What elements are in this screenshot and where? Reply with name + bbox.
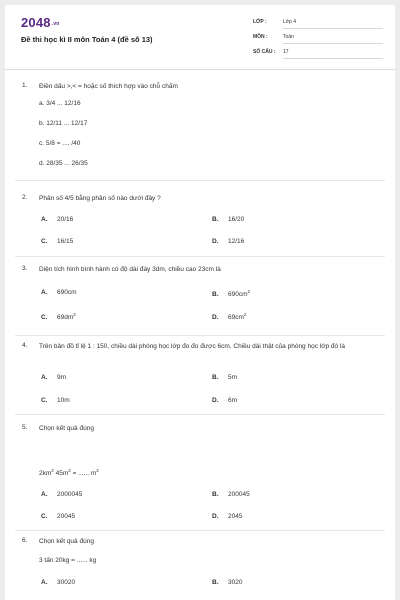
option-b[interactable]: B. 200045: [212, 491, 250, 498]
meta-subject: MÔN : Toán: [253, 34, 383, 46]
option-d[interactable]: D. 6m: [212, 397, 238, 404]
option-b[interactable]: B. 3020: [212, 579, 243, 586]
option-a[interactable]: A. 30020: [41, 579, 76, 586]
divider: [15, 256, 385, 257]
option-d[interactable]: D. $69cm^2$: [212, 312, 247, 322]
option-b[interactable]: B. 16/20: [212, 216, 245, 223]
option-a[interactable]: A. 690cm: [41, 289, 77, 296]
question-item: d. 28/35 ... 26/35: [39, 160, 88, 167]
meta-question-count: SỐ CÂU : 17: [253, 49, 383, 61]
option-a[interactable]: A. 2000045: [41, 491, 83, 498]
option-c[interactable]: C. 16/15: [41, 238, 74, 245]
meta-class: LỚP : Lớp 4: [253, 19, 383, 31]
option-d[interactable]: D. 2045: [212, 513, 243, 520]
option-a[interactable]: A. 9m: [41, 374, 67, 381]
question-expression: 3 tấn 20kg = ...... kg: [39, 557, 97, 564]
divider: [15, 530, 385, 531]
divider: [15, 335, 385, 336]
question-expression: $2km^2$ $45m^2$ = ...... $m^2$: [39, 468, 99, 478]
question-item: a. 3/4 ... 12/16: [39, 100, 81, 107]
worksheet-page: 2048.vn Đề thi học kì II môn Toán 4 (đề số 13) LỚP : Lớp 4 MÔN : Toán SỐ CÂU : 17 1. Điền dấu >,< = hoặc số thích hợp vào chỗ chấm a. 3/4 ... 12/16 b. 12/11 ... 12/17 c. 5/8 = .... /40 d. 28/35 ... 26/35 2. Phân số 4/5 bằng phân số nào dưới đây ? A. 20/16 B. 16/20 C. 16/15 D. 12/16 3. Diện tích hình bình hành có độ dài đáy 3dm, chiều cao 23cm là A. 690cm B. $690cm^2$ C. $69dm^2$ D. $69cm^2$ 4. Trên bản đồ tỉ lệ 1 : 150, chiều dài phòng học lớp đo đo được 6cm. Chiều dài thật của phòng học lớp đó là A. 9m B. 5m C. 10m D. 6m 5. Chọn kết quả đúng $2km^2$ $45m^2$ = ...... $m^2$ A. 2000045 B. 200045 C. 20045 D. 2045 6. Chọn kết quả đúng 3 tấn 20kg = ...... kg A. 30020 B. 3020: [5, 5, 395, 600]
question-item: c. 5/8 = .... /40: [39, 140, 81, 147]
worksheet-header: [5, 5, 395, 70]
option-c[interactable]: C. 20045: [41, 513, 76, 520]
divider: [15, 414, 385, 415]
option-a[interactable]: A. 20/16: [41, 216, 74, 223]
question-item: b. 12/11 ... 12/17: [39, 120, 88, 127]
site-logo[interactable]: 2048.vn: [21, 15, 60, 30]
option-c[interactable]: C. 10m: [41, 397, 70, 404]
option-b[interactable]: B. 5m: [212, 374, 238, 381]
option-d[interactable]: D. 12/16: [212, 238, 245, 245]
divider: [15, 180, 385, 181]
page-title: Đề thi học kì II môn Toán 4 (đề số 13): [21, 35, 153, 44]
option-b[interactable]: B. $690cm^2$: [212, 289, 251, 299]
option-c[interactable]: C. $69dm^2$: [41, 312, 76, 322]
